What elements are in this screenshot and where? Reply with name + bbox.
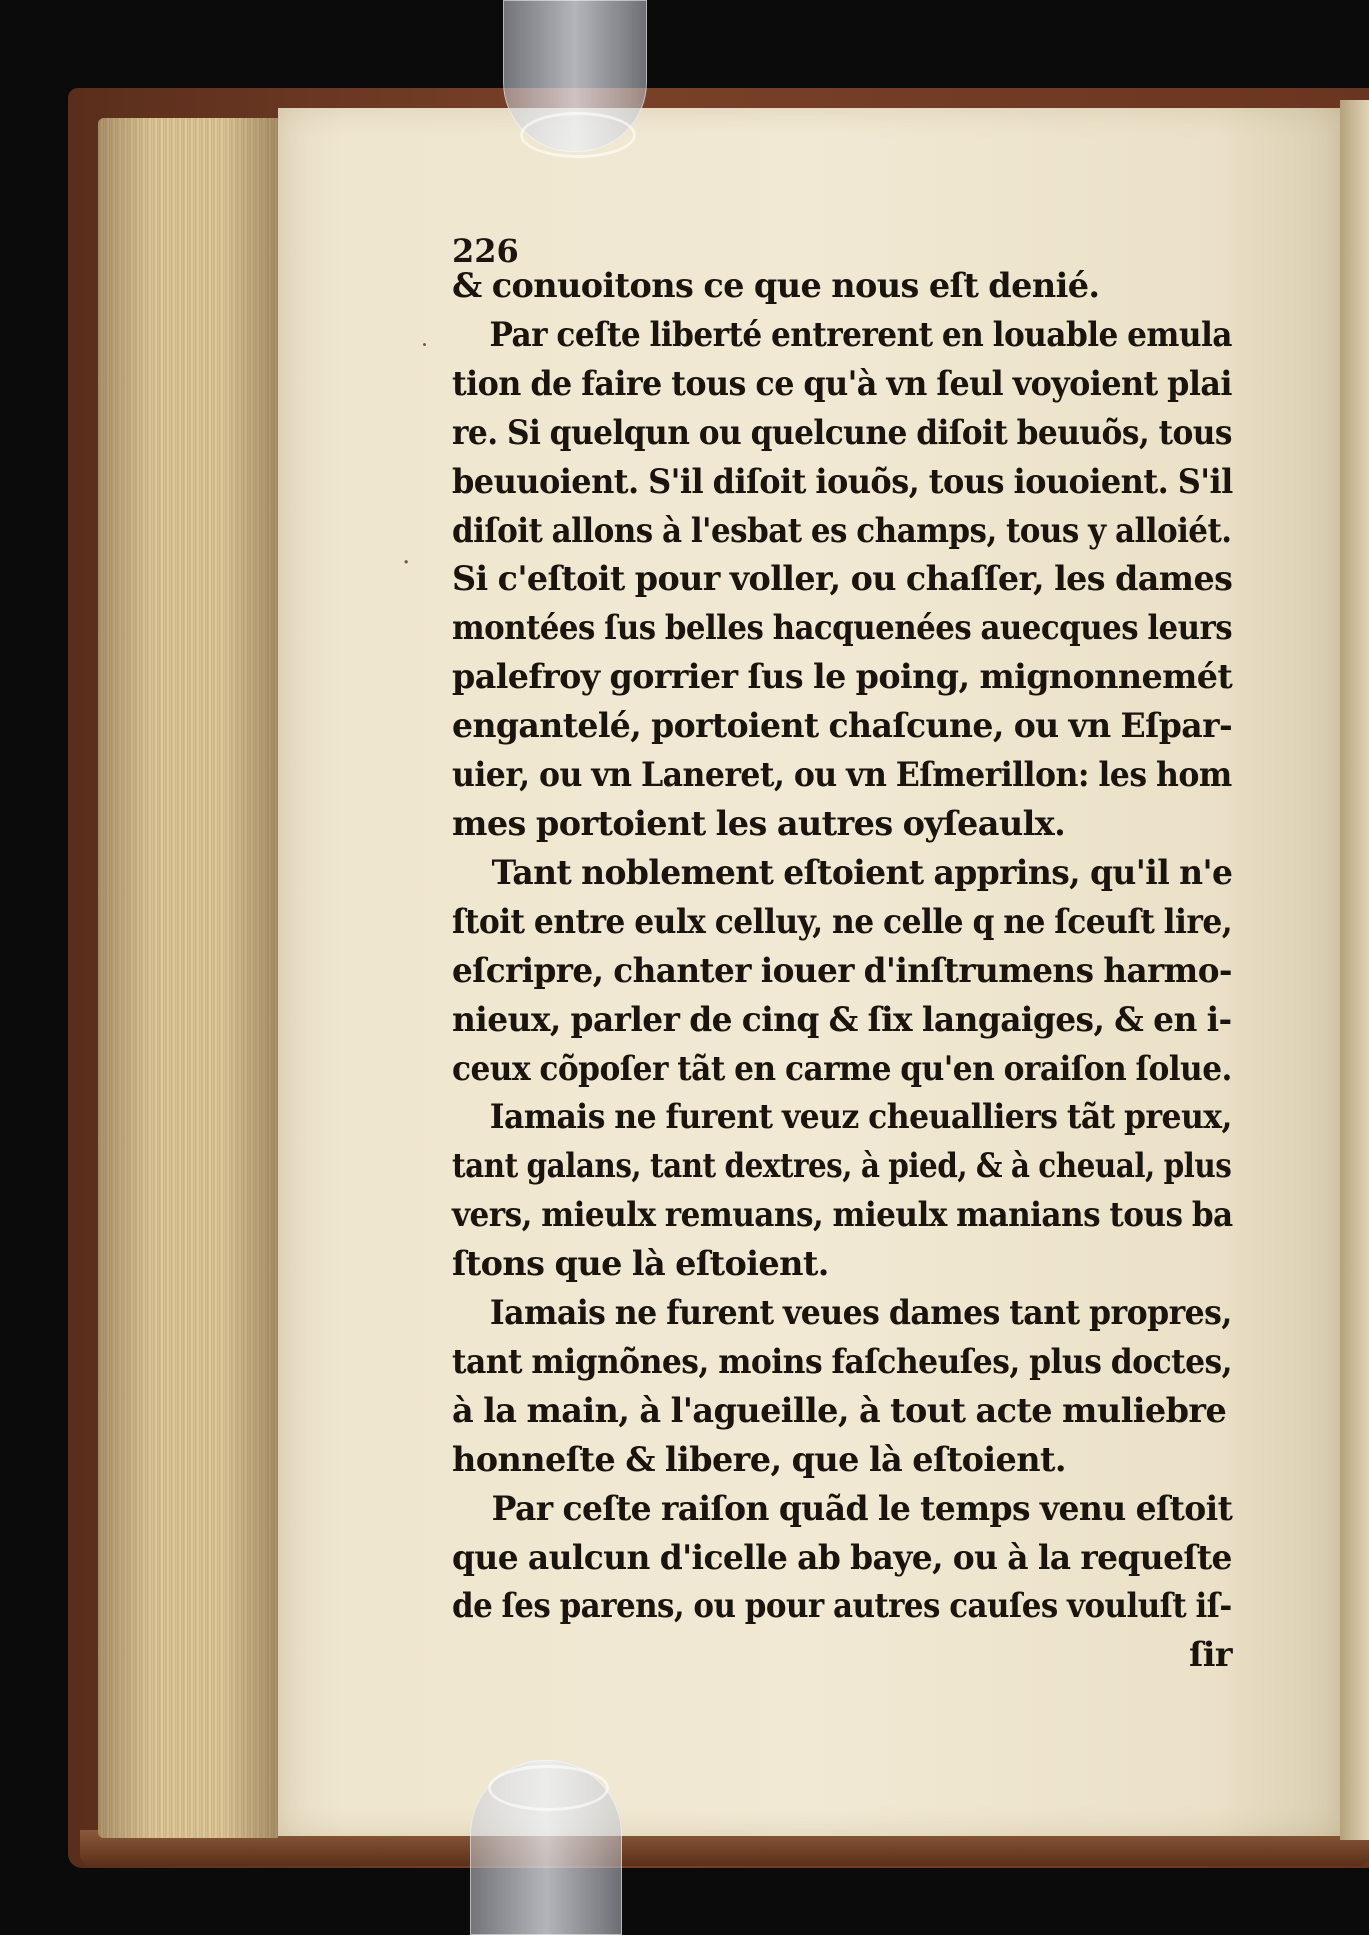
text-line: Iamais ne furent veues dames tant propres, (452, 1293, 1232, 1333)
margin-mark: . (402, 540, 411, 570)
page-number: 226 (452, 232, 519, 270)
catchword: ſir (1189, 1635, 1232, 1675)
text-line: palefroy gorrier ſus le poing, mignonnemét (452, 657, 1233, 697)
text-line: Si c'eſtoit pour voller, ou chaſſer, les dames (452, 559, 1233, 599)
text-line: uier, ou vn Laneret, ou vn Eſmerillon: les hom (452, 755, 1232, 795)
clip-ring-bottom (488, 1765, 609, 1811)
text-line: diſoit allons à l'esbat es champs, tous y alloiét. (452, 510, 1232, 550)
text-line: tion de faire tous ce qu'à vn ſeul voyoient plai (452, 363, 1232, 403)
text-line: beuuoient. S'il diſoit iouõs, tous iouoient. S'il (452, 461, 1233, 501)
text-line: Par ceſte liberté entrerent en louable emula (452, 314, 1232, 354)
text-line: tant galans, tant dextres, à pied, & à cheual, plus (452, 1146, 1232, 1186)
page-stack-shadow (98, 118, 278, 1838)
text-line: ſtoit entre eulx celluy, ne celle q ne ſceuſt lire, (452, 901, 1233, 941)
text-line: nieux, parler de cinq & ſix langaiges, & en i- (452, 999, 1232, 1039)
text-line: re. Si quelqun ou quelcune diſoit beuuõs, tous (452, 412, 1232, 452)
text-line: & conuoitons ce que nous eſt denié. (452, 266, 1100, 305)
text-line: mes portoient les autres oyſeaulx. (452, 803, 1066, 843)
clip-ring-top (520, 112, 636, 158)
text-line: de ſes parens, ou pour autres cauſes vouluſt iſ- (452, 1586, 1232, 1626)
text-line: que aulcun d'icelle ab baye, ou à la requeſte (452, 1537, 1232, 1577)
text-line: montées ſus belles hacquenées auecques leurs (452, 608, 1233, 648)
text-line: engantelé, portoient chaſcune, ou vn Eſpar- (452, 706, 1233, 746)
text-line: tant mignõnes, moins faſcheuſes, plus doctes, (452, 1341, 1233, 1381)
text-line: Tant noblement eſtoient apprins, qu'il n'e (452, 852, 1233, 892)
text-line: eſcripre, chanter iouer d'inſtrumens harmo- (452, 950, 1232, 990)
text-line: vers, mieulx remuans, mieulx manians tous ba (452, 1195, 1233, 1235)
text-line: honneſte & libere, que là eſtoient. (452, 1439, 1066, 1479)
text-line: ceux cõpoſer tãt en carme qu'en oraiſon ſolue. (452, 1048, 1232, 1088)
facing-page-edge (1340, 100, 1369, 1840)
text-line: ſtons que là eſtoient. (452, 1244, 829, 1284)
text-line: Par ceſte raiſon quãd le temps venu eſtoit (452, 1488, 1233, 1528)
text-line: à la main, à l'agueille, à tout acte muliebre (452, 1390, 1227, 1430)
margin-mark: ˙ (418, 340, 431, 370)
text-block (452, 262, 1232, 1680)
text-line: Iamais ne furent veuz cheualliers tãt preux, (452, 1097, 1232, 1137)
